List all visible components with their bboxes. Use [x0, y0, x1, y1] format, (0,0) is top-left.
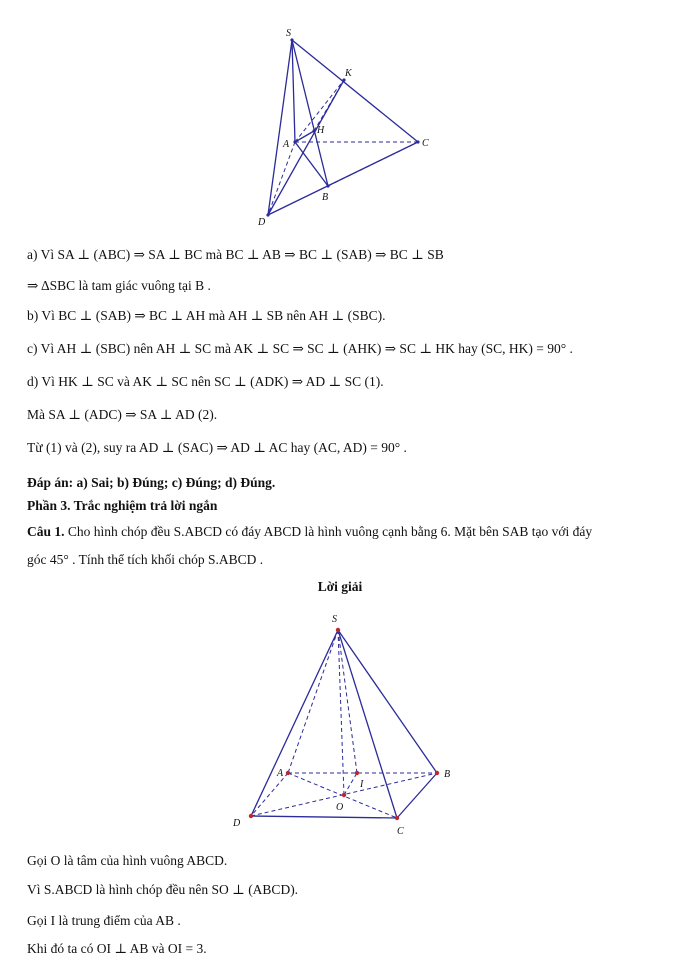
label-D: D [233, 818, 241, 829]
solution-heading: Lời giải [317, 579, 363, 594]
label-B: B [322, 192, 329, 203]
edge-SD [251, 630, 338, 816]
part3-heading: Phần 3. Trắc nghiệm trả lời ngắn [27, 498, 218, 513]
edge-AH [295, 131, 314, 142]
answer-line: Đáp án: a) Sai; b) Đúng; c) Đúng; d) Đúng. [27, 475, 276, 490]
line-ma: Mà SA ⊥ (ADC) ⇒ SA ⊥ AD (2). [27, 407, 218, 422]
edge-CB [397, 773, 437, 818]
edge-SC [292, 40, 418, 142]
label-A: A [277, 768, 284, 779]
label-H: H [317, 125, 325, 136]
edge-HK [314, 80, 344, 131]
label-S: S [332, 614, 337, 625]
label-B: B [444, 769, 451, 780]
line-a1: a) Vì SA ⊥ (ABC) ⇒ SA ⊥ BC mà BC ⊥ AB ⇒ BC ⊥ (SAB) ⇒ BC ⊥ SB [27, 247, 444, 262]
figure-pyramid [225, 608, 465, 838]
line-c: c) Vì AH ⊥ (SBC) nên AH ⊥ SC mà AK ⊥ SC ⇒ SC ⊥ (AHK) ⇒ SC ⊥ HK hay (SC, HK) = 90° . [27, 341, 573, 356]
line-g3: Gọi I là trung điểm của AB . [27, 913, 181, 928]
label-C: C [422, 138, 429, 149]
label-S: S [286, 28, 291, 39]
line-a2: ⇒ ΔSBC là tam giác vuông tại B . [27, 278, 211, 293]
edge-SA [292, 40, 295, 142]
line-g2: Vì S.ABCD là hình chóp đều nên SO ⊥ (ABCD). [27, 882, 299, 897]
edge-SB [338, 630, 437, 773]
edge-SC [338, 630, 397, 818]
label-I: I [360, 779, 364, 790]
edge-DC [251, 816, 397, 818]
question-1-line2: góc 45° . Tính thể tích khối chóp S.ABCD . [27, 552, 264, 567]
line-g1: Gọi O là tâm của hình vuông ABCD. [27, 853, 228, 868]
label-O: O [336, 802, 344, 813]
line-tu: Từ (1) và (2), suy ra AD ⊥ (SAC) ⇒ AD ⊥ AC hay (AC, AD) = 90° . [27, 440, 407, 455]
edge-AD [251, 773, 288, 816]
question-1-label: Câu 1. [27, 524, 65, 539]
edge-SD [268, 40, 292, 215]
label-A: A [283, 139, 290, 150]
line-g4: Khi đó ta có OI ⊥ AB và OI = 3. [27, 941, 207, 956]
edge-SA [288, 630, 338, 773]
label-K: K [345, 68, 352, 79]
edge-BC [328, 142, 418, 186]
line-d: d) Vì HK ⊥ SC và AK ⊥ SC nên SC ⊥ (ADK) ⇒ AD ⊥ SC (1). [27, 374, 384, 389]
line-b: b) Vì BC ⊥ (SAB) ⇒ BC ⊥ AH mà AH ⊥ SB nên AH ⊥ (SBC). [27, 308, 386, 323]
label-D: D [258, 217, 266, 228]
question-1-text: Cho hình chóp đều S.ABCD có đáy ABCD là hình vuông cạnh bằng 6. Mặt bên SAB tạo với đáy [64, 524, 593, 539]
figure-tetrahedron [250, 20, 450, 235]
label-C: C [397, 826, 404, 837]
question-1 [27, 522, 592, 542]
